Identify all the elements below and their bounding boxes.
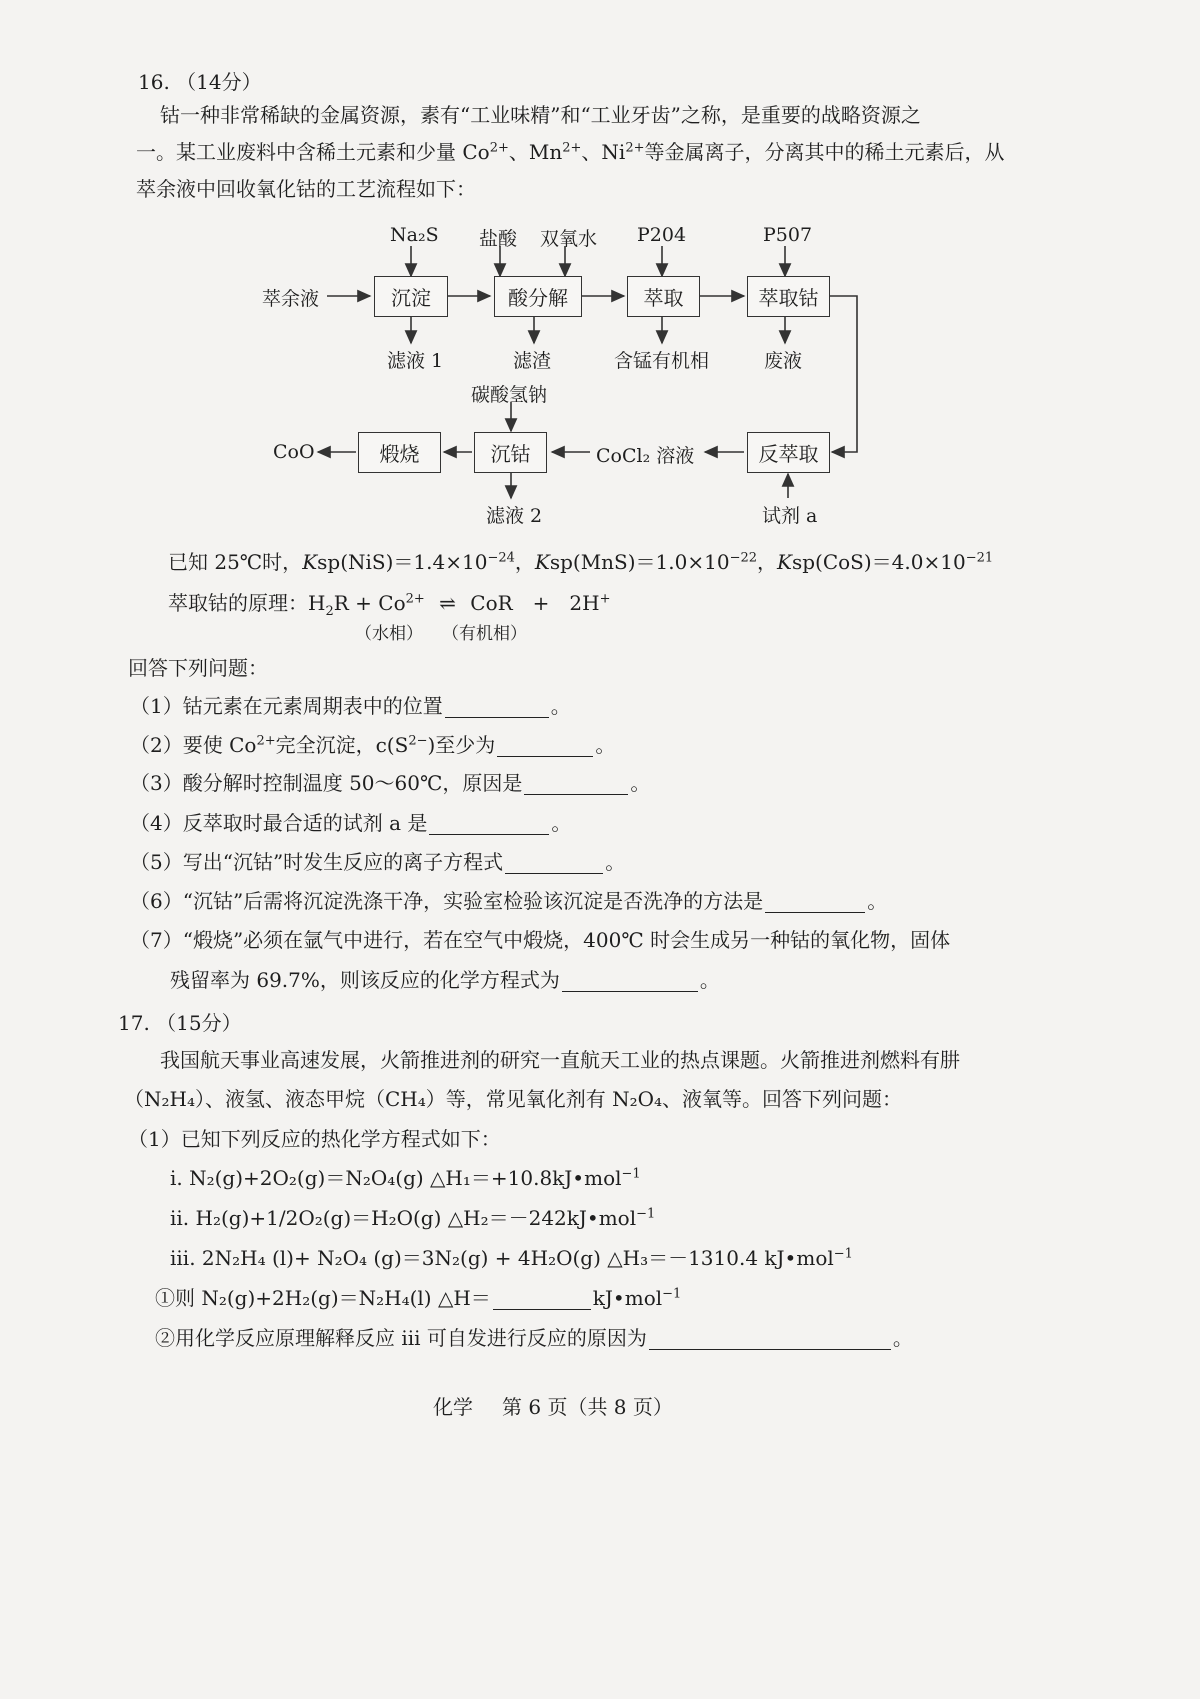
answer-blank[interactable]	[765, 892, 865, 913]
q16-part6: （6）“沉钴”后需将沉淀洗涤干净，实验室检验该沉淀是否洗净的方法是 。	[130, 889, 888, 913]
reagent-na2s-label: Na₂S	[390, 224, 439, 246]
q16-part1: （1）钴元素在元素周期表中的位置 。	[130, 694, 571, 718]
answer-intro: 回答下列问题：	[128, 656, 268, 680]
output-filtrate2-label: 滤液 2	[486, 505, 543, 527]
flow-input-label: 萃余液	[262, 288, 320, 310]
step-precipitation-box: 沉淀	[374, 276, 448, 317]
q16-intro-line3: 萃余液中回收氧化钴的工艺流程如下：	[136, 177, 476, 201]
q17-intro-line2: （N₂H₄）、液氢、液态甲烷（CH₄）等，常见氧化剂有 N₂O₄、液氧等。回答下列问题：	[124, 1087, 903, 1111]
answer-blank[interactable]	[562, 971, 698, 992]
q16-part5: （5）写出“沉钴”时发生反应的离子方程式 。	[130, 850, 626, 874]
q17-sub-a: ①则 N₂(g)+2H₂(g)＝N₂H₄(l) △H＝ kJ•mol$^{-1}$	[155, 1286, 682, 1310]
output-filtrate1-label: 滤液 1	[387, 350, 444, 372]
ksp-known-line: 已知 25℃时，$Ksp(NiS)=1.4\times 10^{-24}$，$Ksp(MnS)=1.0\times 10^{-22}$，$Ksp(CoS)=4.0\times 10^{-21}$	[168, 550, 994, 574]
q17-intro-line1: 我国航天事业高速发展，火箭推进剂的研究一直航天工业的热点课题。火箭推进剂燃料有肼	[160, 1048, 960, 1072]
step-extraction-box: 萃取	[627, 276, 700, 317]
step-calcination-box: 煅烧	[358, 432, 441, 473]
answer-blank[interactable]	[505, 853, 603, 874]
q16-intro-line2: 一。某工业废料中含稀土元素和少量 $Co^{2+}$、$Mn^{2+}$、$Ni^{2+}$等金属离子，分离其中的稀土元素后，从	[136, 140, 1005, 164]
answer-blank[interactable]	[497, 736, 593, 757]
product-coo-label: CoO	[273, 441, 315, 463]
output-mn-organic-label: 含锰有机相	[614, 350, 710, 372]
answer-blank[interactable]	[429, 814, 549, 835]
cocl2-solution-label: CoCl₂ 溶液	[596, 445, 695, 467]
reagent-hcl-label: 盐酸	[479, 228, 518, 250]
equation-i: i. N₂(g)+2O₂(g)＝N₂O₄(g) △H₁＝+10.8kJ•mol$^{-1}$	[170, 1166, 641, 1190]
answer-blank[interactable]	[649, 1329, 891, 1350]
q17-part1-prompt: （1）已知下列反应的热化学方程式如下：	[128, 1127, 501, 1151]
extraction-principle-equation: 萃取钴的原理：$H_2R + Co^{2+}$ ⇌ CoR + 2H+	[168, 591, 611, 619]
answer-blank[interactable]	[524, 774, 628, 795]
reagent-nahco3-label: 碳酸氢钠	[471, 384, 548, 406]
q16-header: 16. （14分）	[138, 70, 262, 94]
q16-part2: （2）要使 $Co^{2+}$完全沉淀，$c(S^{2-})$至少为 。	[130, 733, 616, 757]
footer-subject: 化学	[433, 1395, 473, 1419]
answer-blank[interactable]	[493, 1289, 591, 1310]
q16-part7-line2: 残留率为 69.7%，则该反应的化学方程式为 。	[170, 968, 720, 992]
q16-intro-line1: 钴一种非常稀缺的金属资源，素有“工业味精”和“工业牙齿”之称，是重要的战略资源之	[160, 103, 921, 127]
q16-part3: （3）酸分解时控制温度 50～60℃，原因是 。	[130, 771, 651, 795]
footer-page-number: 第 6 页（共 8 页）	[502, 1395, 673, 1419]
reagent-p204-label: P204	[637, 224, 687, 246]
reagent-h2o2-label: 双氧水	[540, 228, 598, 250]
equation-ii: ii. H₂(g)+1/2O₂(g)＝H₂O(g) △H₂＝－242kJ•mol$^{-1}$	[170, 1206, 656, 1230]
output-residue-label: 滤渣	[513, 350, 552, 372]
q17-sub-b: ②用化学反应原理解释反应 iii 可自发进行反应的原因为 。	[155, 1326, 913, 1350]
output-waste-label: 废液	[764, 350, 803, 372]
process-flow-arrows	[0, 0, 1200, 560]
step-cobalt-extraction-box: 萃取钴	[747, 276, 830, 317]
answer-blank[interactable]	[445, 697, 549, 718]
q17-header: 17. （15分）	[118, 1011, 242, 1035]
q16-part7-line1: （7）“煅烧”必须在氩气中进行，若在空气中煅烧，400℃ 时会生成另一种钴的氧化物，固体	[130, 928, 951, 952]
step-acid-decomposition-box: 酸分解	[494, 276, 582, 317]
organic-phase-note: （有机相）	[442, 624, 527, 644]
q16-part4: （4）反萃取时最合适的试剂 a 是 。	[130, 811, 572, 835]
step-cobalt-precipitation-box: 沉钴	[474, 432, 547, 473]
aqueous-phase-note: （水相）	[355, 624, 423, 644]
reagent-a-label: 试剂 a	[762, 505, 818, 527]
reagent-p507-label: P507	[763, 224, 813, 246]
step-back-extraction-box: 反萃取	[747, 432, 830, 473]
equation-iii: iii. 2N₂H₄ (l)+ N₂O₄ (g)＝3N₂(g) + 4H₂O(g) △H₃＝－1310.4 kJ•mol$^{-1}$	[170, 1246, 853, 1270]
